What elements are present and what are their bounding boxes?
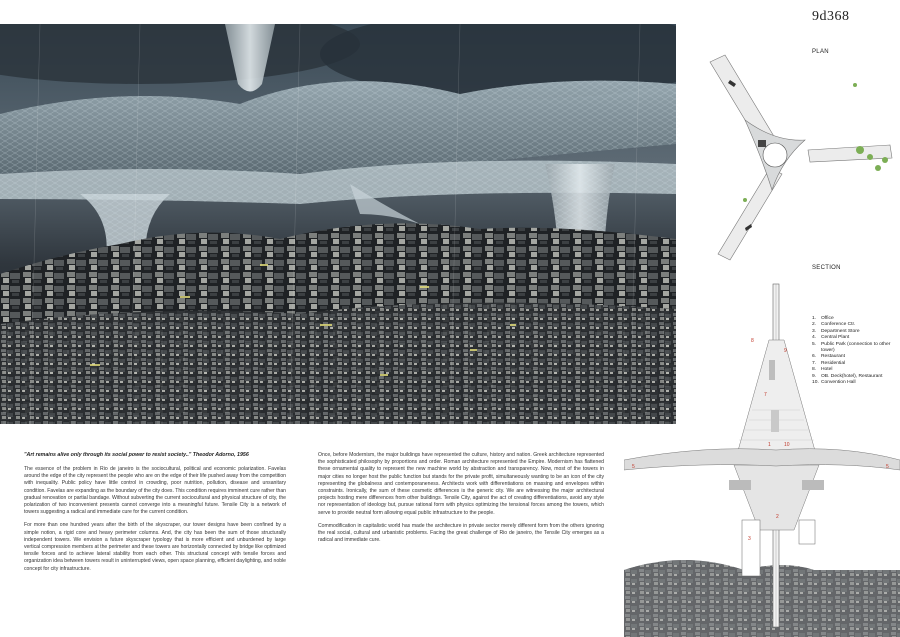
tensile-city-render: [0, 24, 676, 424]
paragraph-1: The essence of the problem in Rio de janeiro is the sociocultural, political and economic polarization. Favelas around the edge of the city represent the people who are on the edge of their life pushed away from the competition with inequality. Public policy have little control in crowding, poor nutrition, pollution, disease and unsanitary condition. Favelas are expanding as the boundary of the city does. This condition requires imminent cure rather than gradual renovation or partial bandage. Without subverting the current sociocultural and physical structure of city, the polarization of two inconvenient presents cannot converge into a meaningful future. Tensile City is a network of towers suggesting a radical and immediate cure for the current condition.: [24, 466, 286, 516]
text-column-right: [318, 452, 604, 544]
legend-number: 8.: [812, 367, 817, 373]
paragraph-4: Commodification in capitalistic world has made the architecture in private sector merely different form from the others ignoring the real social, cultural and urbanistic problems. Facing the great challenge of Rio de janeiro, the Tensile City emerges as a radical and immediate cure.: [318, 522, 604, 544]
plan-drawing: [700, 50, 900, 270]
legend-text: Central Plant: [821, 335, 850, 341]
legend-item: [812, 380, 900, 386]
legend-text: Office: [821, 316, 834, 321]
adorno-quote: "Art remains alive only through its social power to resist society.." Theodor Adorno, 1956: [24, 452, 249, 458]
legend-number: 5.: [812, 341, 817, 347]
section-label: SECTION: [812, 265, 841, 271]
legend-number: 6.: [812, 354, 817, 360]
legend-number: 1.: [812, 316, 817, 321]
section-tag: 10: [784, 442, 790, 448]
project-code: 9d368: [812, 9, 850, 24]
legend-text: Hotel: [821, 367, 833, 373]
section-tag: 7: [764, 392, 767, 398]
hero-rendering: [0, 24, 676, 424]
legend-number: 9.: [812, 373, 817, 379]
plan-label: PLAN: [812, 49, 829, 55]
section-tag: 1: [768, 442, 771, 448]
section-tag: 9: [784, 348, 787, 354]
section-tag: 5: [886, 464, 889, 470]
legend-text: OB. Deck(hotel), Restaurant: [821, 373, 883, 379]
section-tag: 3: [748, 536, 751, 542]
section-legend: [812, 316, 900, 386]
legend-number: 7.: [812, 360, 817, 366]
legend-number: 10.: [812, 380, 819, 386]
legend-number: 4.: [812, 335, 817, 341]
legend-number: 3.: [812, 328, 817, 334]
legend-text: Convention Hall: [821, 380, 856, 386]
legend-number: 2.: [812, 322, 817, 328]
text-column-left: [24, 466, 286, 573]
legend-text: Residential: [821, 360, 846, 366]
legend-item: [812, 342, 900, 355]
legend-text: Department Store: [821, 328, 860, 334]
section-tag: 8: [751, 338, 754, 344]
section-tag: 2: [776, 514, 779, 520]
paragraph-3: Once, before Modernism, the major buildings have represented the culture, history and nation. Greek architecture represented the sophisticated philosophy by proportions and order. Roman architecture represented the Empire. Modernism has flattened these ornamental quality to represent the new machine world by abstraction and transparency. Now, most of the towers in major cities no longer host the public function but stands for the private profit, simultaneously wanting to be an icon of the city representing the globalness and contemporaneness. Architects work with differentiations on massing and envelopes within constraints. Ironically, the sum of these cosmetic differences is the generic city. We are witnessing the major architectural projects hosting mere differences from other buildings. Tensile City, against the act of creating differentiations, avoid any style nor representation of ideology but, pursue rational form with physics optimizing the tensional forces among the towers, which serve to provide neutral form allowing equal public infrastructure to the people.: [318, 452, 604, 516]
legend-text: Public Park (connection to other tower): [821, 341, 891, 354]
legend-text: Restaurant: [821, 354, 845, 360]
paragraph-2: For more than one hundred years after the birth of the skyscraper, our tower designs have been confined by a simple notion, a rigid core and heavy perimeter columns. And, the city has been the sum of those structurally independent towers. We envision a future skyscraper typology that is more efficient and unburdened by large vertical compression members at the perimeter and these towers are horizontally connected by bridge like optimized tensile forces and to achieve lateral stability from each other. This structural concept with tensile forces and organization idea between towers result in uninterrupted views, open space planning, efficient daylighting, and noble concept for city infrastructure.: [24, 522, 286, 572]
legend-text: Conference Ctr.: [821, 322, 856, 328]
section-tag: 5: [632, 464, 635, 470]
